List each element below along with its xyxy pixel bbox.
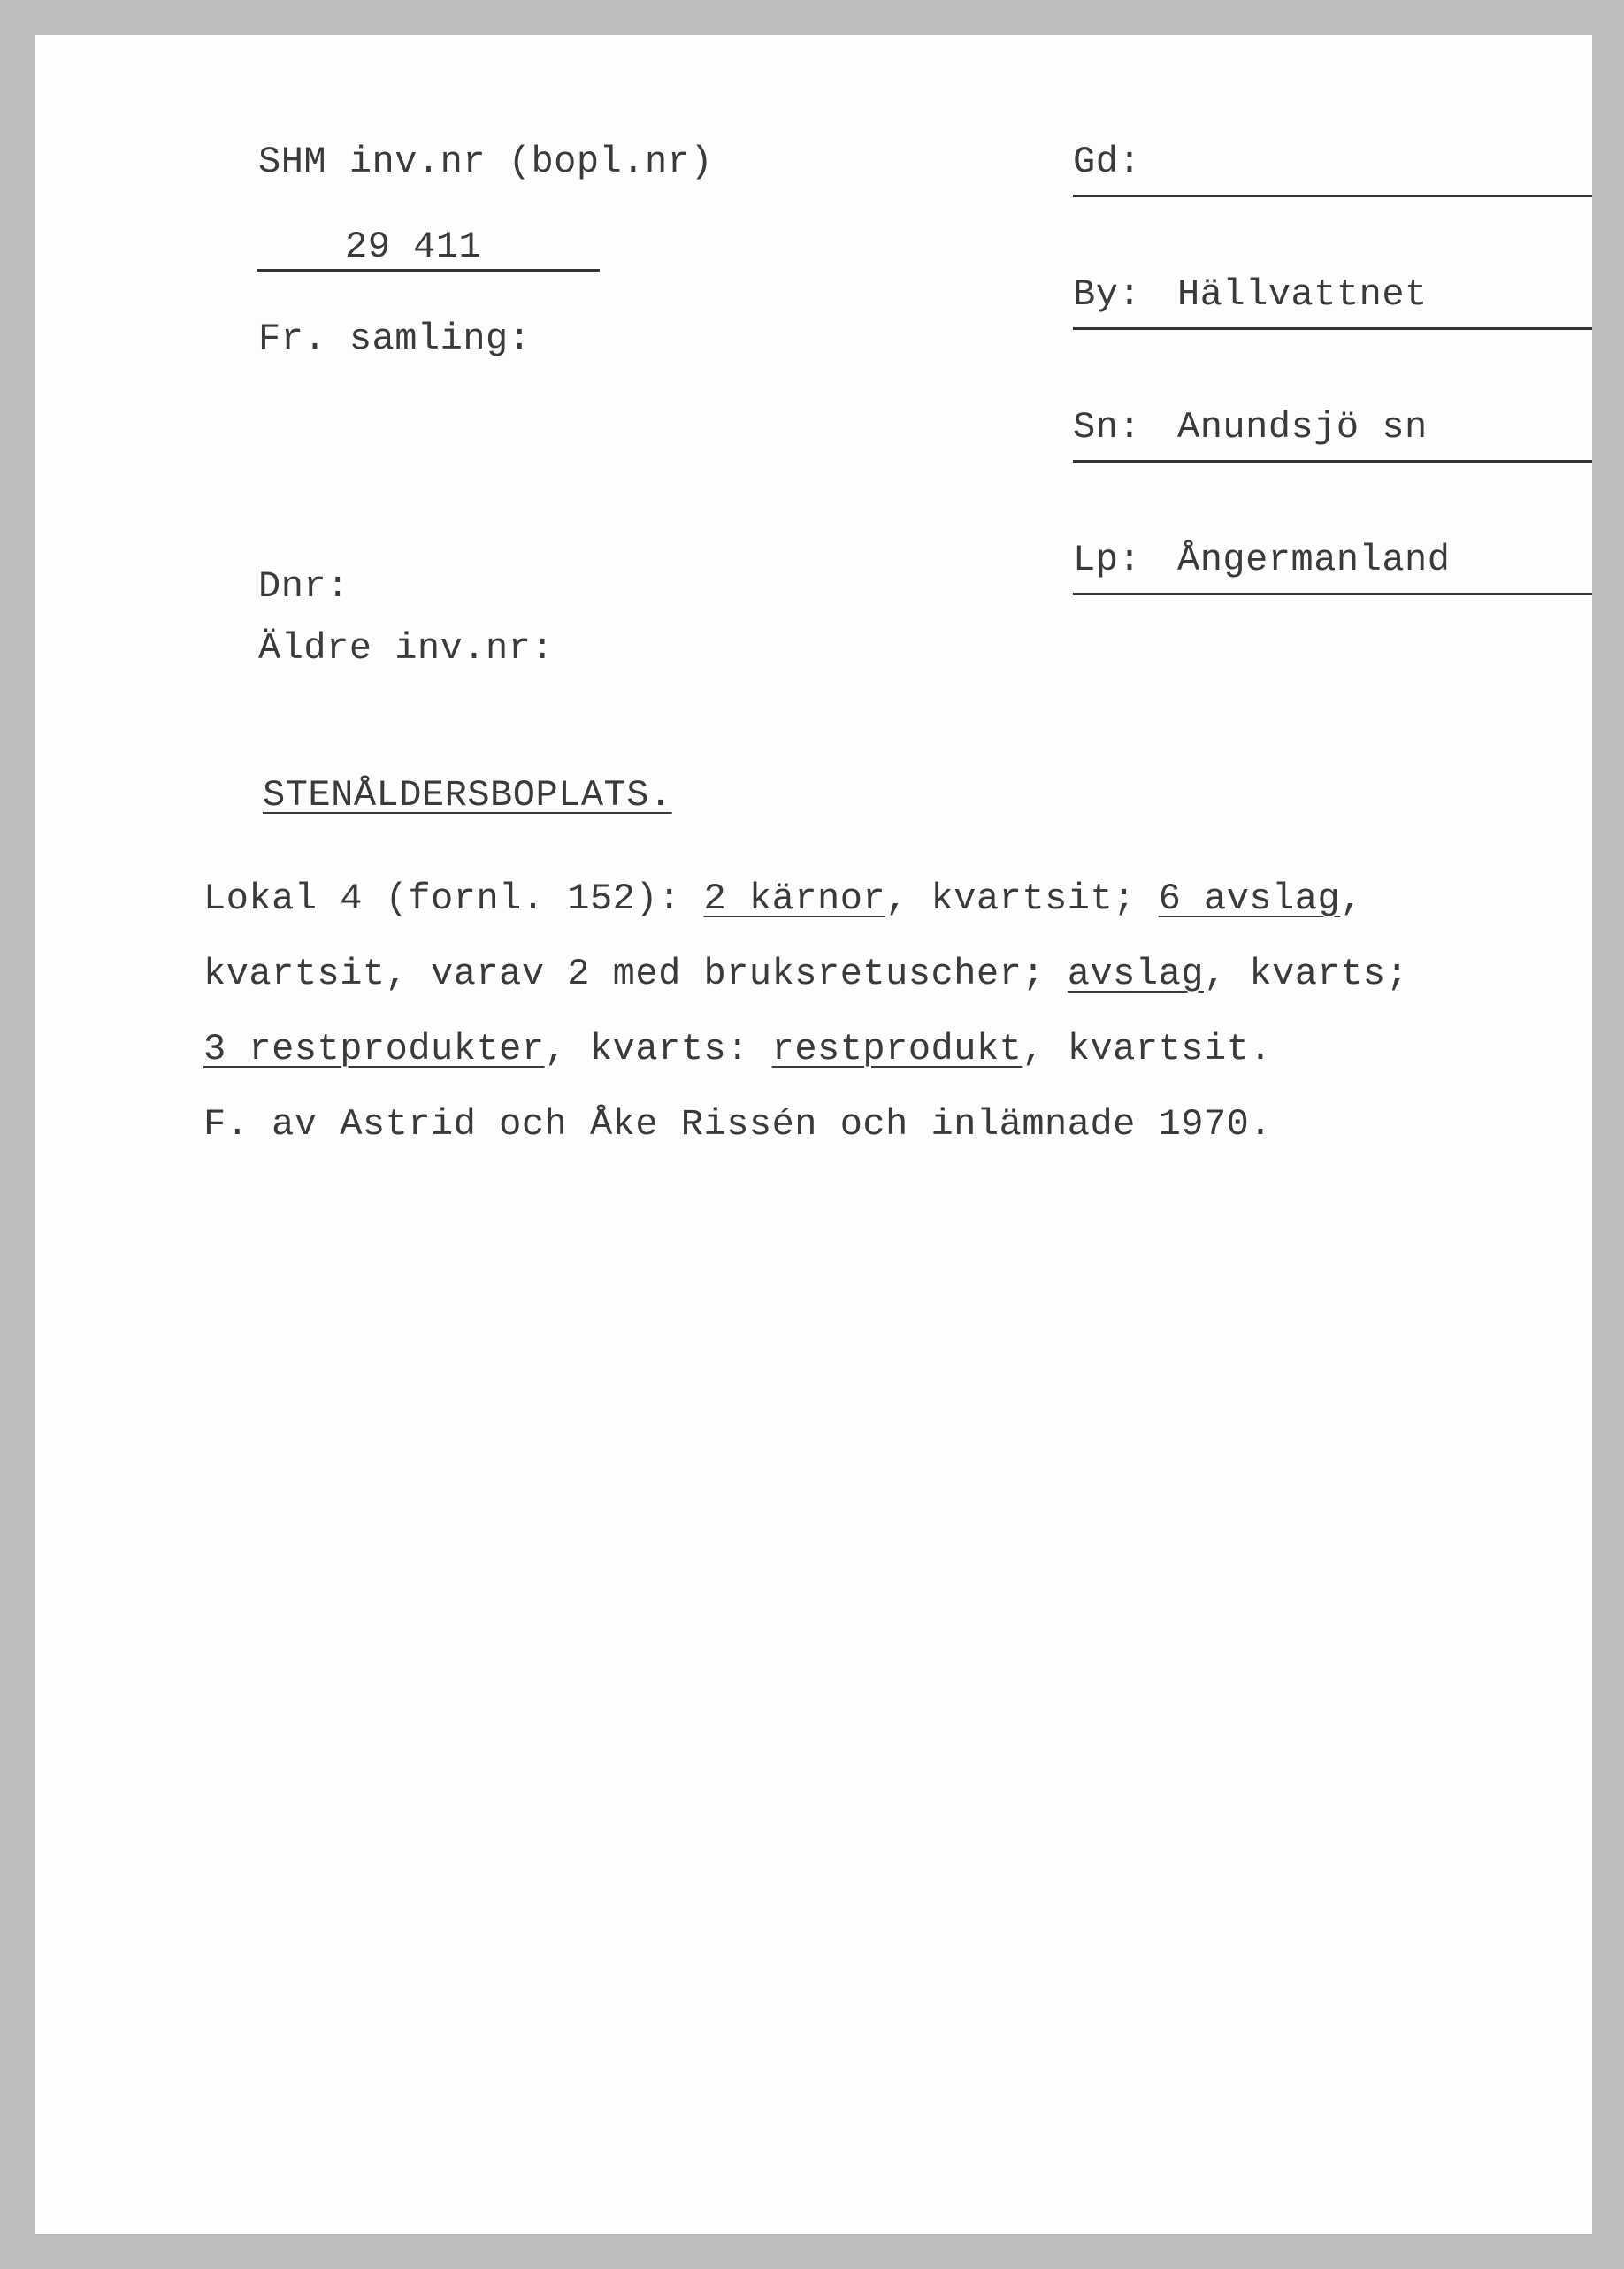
find-item: 2 kärnor xyxy=(703,878,886,920)
finds-line-4: F. av Astrid och Åke Rissén och inlämnade 1970. xyxy=(203,1103,1273,1146)
village-label: By: xyxy=(1073,273,1142,316)
inventory-number-value: 29 411 xyxy=(345,226,482,268)
text-segment: Lokal 4 (fornl. 152): xyxy=(203,878,704,920)
inventory-number-label: SHM inv.nr (bopl.nr) xyxy=(258,141,714,183)
finds-line-1 xyxy=(203,878,1363,920)
text-segment: kvartsit, varav 2 med bruksretuscher; xyxy=(203,953,1068,995)
parish-value: Anundsjö sn xyxy=(1177,406,1428,448)
text-segment: , kvarts: xyxy=(544,1028,772,1070)
parish-label: Sn: xyxy=(1073,406,1142,448)
dnr-label: Dnr: xyxy=(258,565,349,608)
inventory-number-underline xyxy=(257,269,600,272)
parish-rule xyxy=(1073,460,1592,463)
find-item: 3 restprodukter xyxy=(203,1028,545,1070)
province-value: Ångermanland xyxy=(1177,539,1451,581)
text-segment: , kvartsit. xyxy=(1022,1028,1273,1070)
catalog-card xyxy=(35,35,1592,2234)
find-item: restprodukt xyxy=(771,1028,1023,1070)
province-rule xyxy=(1073,593,1592,595)
farm-rule xyxy=(1073,195,1592,197)
finds-line-3 xyxy=(203,1028,1273,1070)
finds-line-2 xyxy=(203,955,1408,993)
older-inventory-label: Äldre inv.nr: xyxy=(258,627,555,670)
site-heading: STENÅLDERSBOPLATS. xyxy=(263,774,672,816)
text-segment: , kvartsit; xyxy=(885,878,1159,920)
village-value: Hällvattnet xyxy=(1177,273,1428,316)
farm-label: Gd: xyxy=(1073,141,1142,183)
text-segment: , xyxy=(1340,878,1363,920)
text-segment: , kvarts; xyxy=(1204,953,1409,995)
province-label: Lp: xyxy=(1073,539,1142,581)
find-item: 6 avslag xyxy=(1158,878,1341,920)
collection-label: Fr. samling: xyxy=(258,318,532,360)
find-item: avslag xyxy=(1067,953,1204,995)
village-rule xyxy=(1073,327,1592,330)
